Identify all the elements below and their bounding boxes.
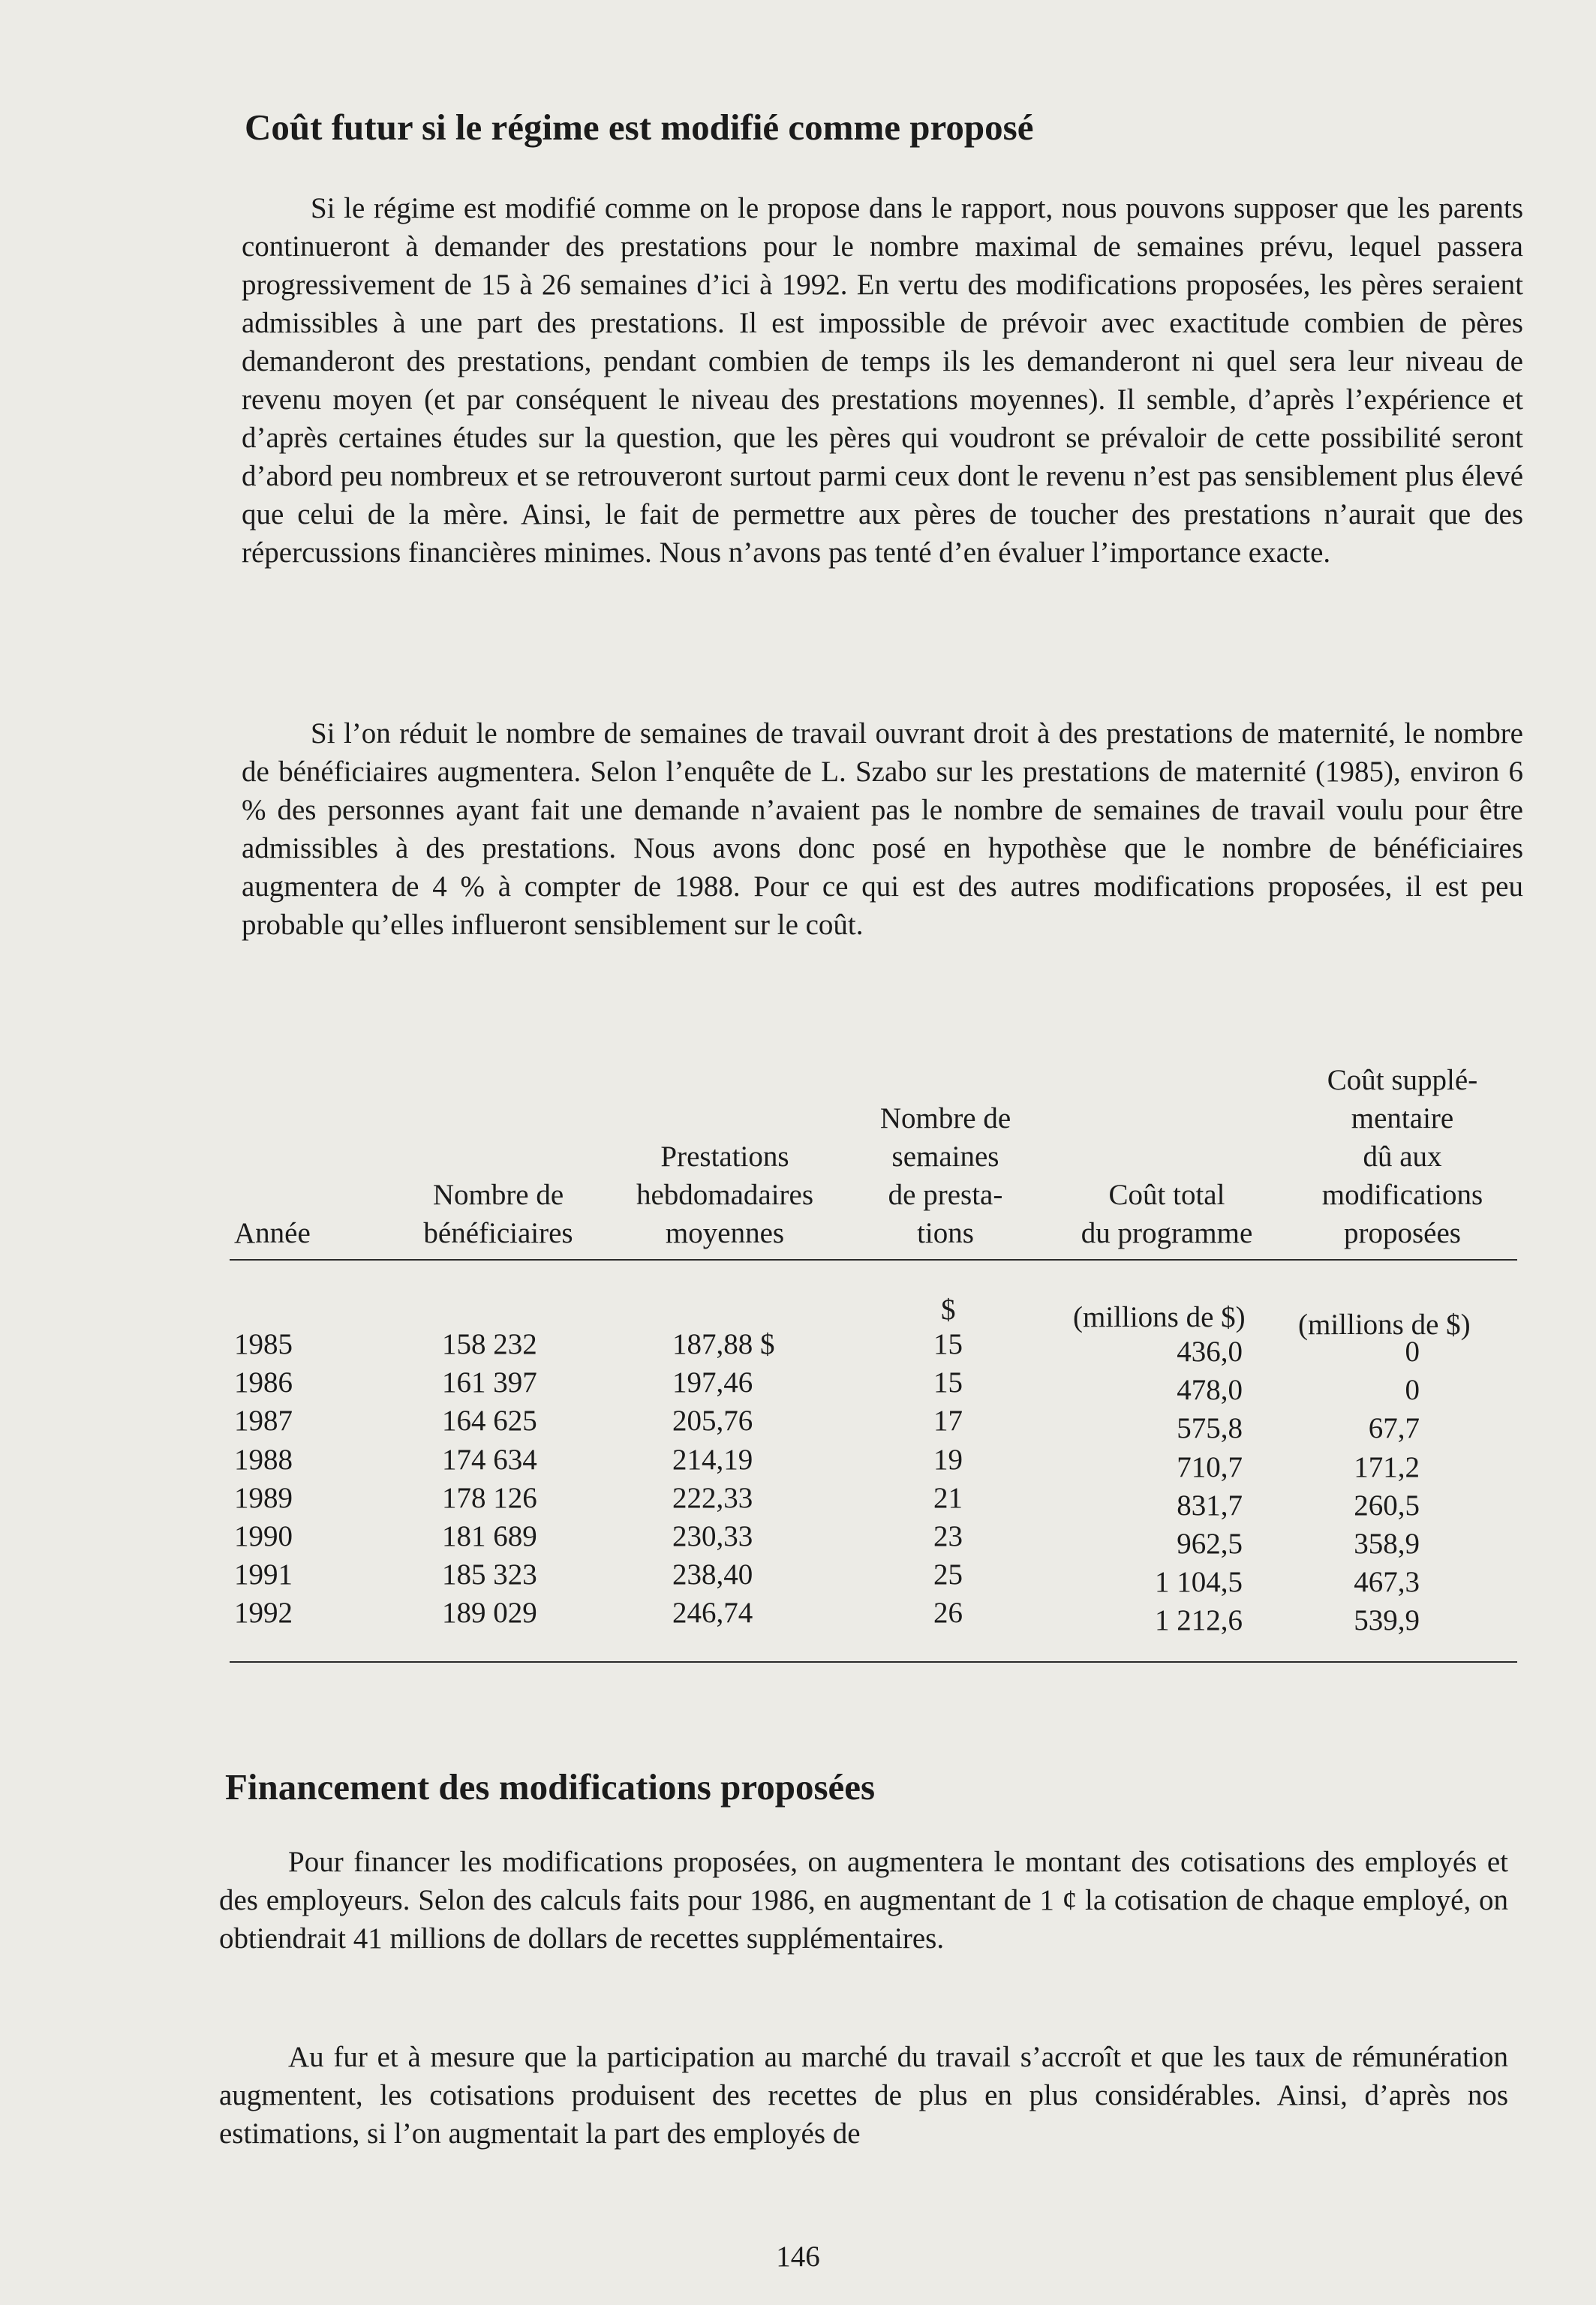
- unit-dollar: $: [941, 1294, 956, 1326]
- header-beneficiaries: Nombre de bénéficiaires: [423, 1179, 573, 1249]
- cell-weekly-benefits: 230,33: [672, 1520, 753, 1552]
- cell-weeks: 17: [933, 1405, 963, 1438]
- cell-weeks: 15: [933, 1366, 963, 1399]
- table-row: [230, 1363, 1517, 1407]
- cell-additional-cost: 260,5: [1354, 1489, 1420, 1522]
- cell-weekly-benefits: 214,19: [672, 1443, 753, 1476]
- cell-beneficiaries: 161 397: [442, 1366, 537, 1399]
- cell-year: 1988: [234, 1443, 293, 1476]
- cost-table: [230, 1065, 1517, 1681]
- cell-weekly-benefits: 197,46: [672, 1366, 753, 1399]
- header-additional-cost: Coût supplé- mentaire dû aux modifications proposées: [1321, 1064, 1483, 1249]
- cell-year: 1990: [234, 1520, 293, 1552]
- cell-weekly-benefits: 205,76: [672, 1405, 753, 1438]
- header-weeks: Nombre de semaines de presta- tions: [879, 1102, 1011, 1249]
- cell-additional-cost: 539,9: [1354, 1604, 1420, 1637]
- cell-year: 1985: [234, 1328, 293, 1360]
- cell-total-cost: 436,0: [1177, 1336, 1243, 1368]
- cell-year: 1989: [234, 1481, 293, 1514]
- paragraph-financing-1: Pour financer les modifications proposées, on augmentera le montant des cotisations des employés et des employeurs. Selon des calculs faits pour 1986, en augmentant de 1 ¢ la cotisation de chaque employé, on obtiendrait 41 millions de dollars de recettes supplémentaires.: [219, 1846, 1508, 1955]
- header-total-cost: Coût total du programme: [1081, 1179, 1253, 1249]
- cell-weeks: 23: [933, 1520, 963, 1552]
- cell-year: 1986: [234, 1366, 293, 1399]
- paragraph-future-cost-2: Si l’on réduit le nombre de semaines de travail ouvrant droit à des prestations de maternité, le nombre de bénéficiaires augmentera. Selon l’enquête de L. Szabo sur les prestations de maternité (1985), environ 6 % des personnes ayant fait une demande n’avaient pas le nombre de semaines de travail voulu pour être admissibles à des prestations. Nous avons donc posé en hypothèse que le nombre de bénéficiaires augmentera de 4 % à compter de 1988. Pour ce qui est des autres modifications proposées, il est peu probable qu’elles influeront sensiblement sur le coût.: [242, 717, 1523, 941]
- cell-weekly-benefits: 187,88 $: [672, 1328, 775, 1360]
- cell-beneficiaries: 185 323: [442, 1558, 537, 1591]
- unit-total-millions: (millions de $): [1073, 1301, 1246, 1333]
- cell-additional-cost: 0: [1405, 1336, 1420, 1368]
- table-row: [230, 1517, 1517, 1560]
- header-year: Année: [234, 1217, 311, 1249]
- unit-extra-millions: (millions de $): [1298, 1309, 1471, 1341]
- cell-weekly-benefits: 238,40: [672, 1558, 753, 1591]
- cell-beneficiaries: 181 689: [442, 1520, 537, 1552]
- table-row: [230, 1325, 1517, 1368]
- cell-total-cost: 710,7: [1177, 1450, 1243, 1483]
- cell-weeks: 25: [933, 1558, 963, 1591]
- cell-total-cost: 831,7: [1177, 1489, 1243, 1522]
- table-header-rule: [230, 1259, 1517, 1261]
- page-number: 146: [776, 2240, 820, 2273]
- cell-total-cost: 1 212,6: [1155, 1604, 1243, 1637]
- cell-weeks: 21: [933, 1481, 963, 1514]
- cell-weeks: 15: [933, 1328, 963, 1360]
- cell-additional-cost: 358,9: [1354, 1528, 1420, 1560]
- table-row: [230, 1479, 1517, 1522]
- cell-beneficiaries: 158 232: [442, 1328, 537, 1360]
- cell-total-cost: 962,5: [1177, 1528, 1243, 1560]
- cell-year: 1992: [234, 1597, 293, 1630]
- header-weekly-benefits: Prestations hebdomadaires moyennes: [636, 1140, 814, 1249]
- cell-year: 1991: [234, 1558, 293, 1591]
- table-row: [230, 1402, 1517, 1445]
- cell-additional-cost: 467,3: [1354, 1566, 1420, 1599]
- paragraph-financing-2: Au fur et à mesure que la participation au marché du travail s’accroît et que les taux de rémunération augmentent, les cotisations produisent des recettes de plus en plus considérables. Ainsi, d’après nos estimations, si l’on augmentait la part des employés de: [219, 2041, 1508, 2150]
- cell-weeks: 19: [933, 1443, 963, 1476]
- cell-beneficiaries: 174 634: [442, 1443, 537, 1476]
- cell-additional-cost: 67,7: [1368, 1412, 1420, 1445]
- section-heading-financing: Financement des modifications proposées: [225, 1766, 876, 1808]
- section-heading-future-cost: Coût futur si le régime est modifié comme proposé: [245, 107, 1034, 148]
- table-row: [230, 1441, 1517, 1483]
- cell-total-cost: 478,0: [1177, 1374, 1243, 1407]
- cell-additional-cost: 0: [1405, 1374, 1420, 1407]
- table-row: [230, 1555, 1517, 1599]
- table-bottom-rule: [230, 1661, 1517, 1663]
- cell-beneficiaries: 178 126: [442, 1481, 537, 1514]
- cell-year: 1987: [234, 1405, 293, 1438]
- cell-beneficiaries: 164 625: [442, 1405, 537, 1438]
- cell-beneficiaries: 189 029: [442, 1597, 537, 1630]
- cell-weeks: 26: [933, 1597, 963, 1630]
- paragraph-future-cost-1: Si le régime est modifié comme on le propose dans le rapport, nous pouvons supposer que les parents continueront à demander des prestations pour le nombre maximal de semaines prévu, lequel passera progressivement de 15 à 26 semaines d’ici à 1992. En vertu des modifications proposées, les pères seraient admissibles à une part des prestations. Il est impossible de prévoir avec exactitude combien de pères demanderont des prestations, pendant combien de temps ils les demanderont ni quel sera leur niveau de revenu moyen (et par conséquent le niveau des prestations moyennes). Il semble, d’après l’expérience et d’après certaines études sur la question, que les pères qui voudront se prévaloir de cette possibilité seront d’abord peu nombreux et se retrouveront surtout parmi ceux dont le revenu n’est pas sensiblement plus élevé que celui de la mère. Ainsi, le fait de permettre aux pères de toucher des prestations n’aurait que des répercussions financières minimes. Nous n’avons pas tenté d’en évaluer l’importance exacte.: [242, 192, 1523, 569]
- cell-weekly-benefits: 246,74: [672, 1597, 753, 1630]
- cell-additional-cost: 171,2: [1354, 1450, 1420, 1483]
- cell-weekly-benefits: 222,33: [672, 1481, 753, 1514]
- cell-total-cost: 575,8: [1177, 1412, 1243, 1445]
- table-row: [230, 1594, 1517, 1637]
- cell-total-cost: 1 104,5: [1155, 1566, 1243, 1599]
